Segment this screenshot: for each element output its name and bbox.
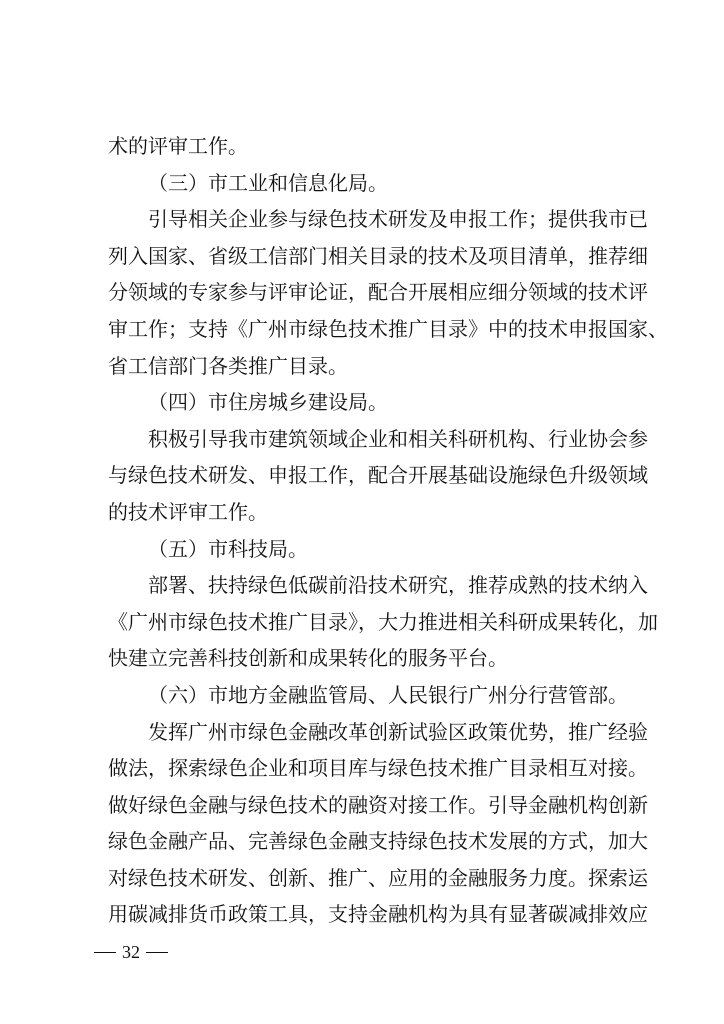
page-footer	[88, 940, 174, 964]
text-line: 绿色金融产品、完善绿色金融支持绿色技术发展的方式，加大	[108, 829, 648, 854]
text-line: 与绿色技术研发、申报工作，配合开展基础设施绿色升级领域	[108, 463, 648, 488]
section-heading: （六）市地方金融监管局、人民银行广州分行营管部。	[148, 682, 628, 707]
text-line: 审工作；支持《广州市绿色技术推广目录》中的技术申报国家、	[108, 316, 668, 341]
text-line: 引导相关企业参与绿色技术研发及申报工作；提供我市已	[148, 207, 648, 232]
page-number: 32	[122, 942, 140, 962]
footer-dash-right	[146, 952, 168, 953]
text-line: 对绿色技术研发、创新、推广、应用的金融服务力度。探索运	[108, 865, 648, 890]
footer-dash-left	[94, 952, 116, 953]
text-line: 的技术评审工作。	[108, 499, 268, 524]
text-line: 做好绿色金融与绿色技术的融资对接工作。引导金融机构创新	[108, 792, 648, 817]
text-line: 发挥广州市绿色金融改革创新试验区政策优势，推广经验	[148, 719, 648, 744]
body-text	[108, 128, 668, 933]
text-line: 做法，探索绿色企业和项目库与绿色技术推广目录相互对接。	[108, 756, 648, 781]
text-line: 《广州市绿色技术推广目录》，大力推进相关科研成果转化，加	[108, 609, 658, 634]
section-heading: （三）市工业和信息化局。	[148, 170, 388, 195]
text-line: 快建立完善科技创新和成果转化的服务平台。	[108, 646, 508, 671]
text-line: 省工信部门各类推广目录。	[108, 353, 348, 378]
section-heading: （四）市住房城乡建设局。	[148, 390, 388, 415]
text-line: 用碳减排货币政策工具，支持金融机构为具有显著碳减排效应	[108, 902, 648, 927]
text-line: 积极引导我市建筑领域企业和相关科研机构、行业协会参	[148, 426, 648, 451]
text-line: 列入国家、省级工信部门相关目录的技术及项目清单，推荐细	[108, 243, 648, 268]
text-line: 术的评审工作。	[108, 134, 248, 158]
text-line: 分领域的专家参与评审论证，配合开展相应细分领域的技术评	[108, 280, 648, 305]
section-heading: （五）市科技局。	[148, 536, 308, 561]
text-line: 部署、扶持绿色低碳前沿技术研究，推荐成熟的技术纳入	[148, 573, 648, 598]
